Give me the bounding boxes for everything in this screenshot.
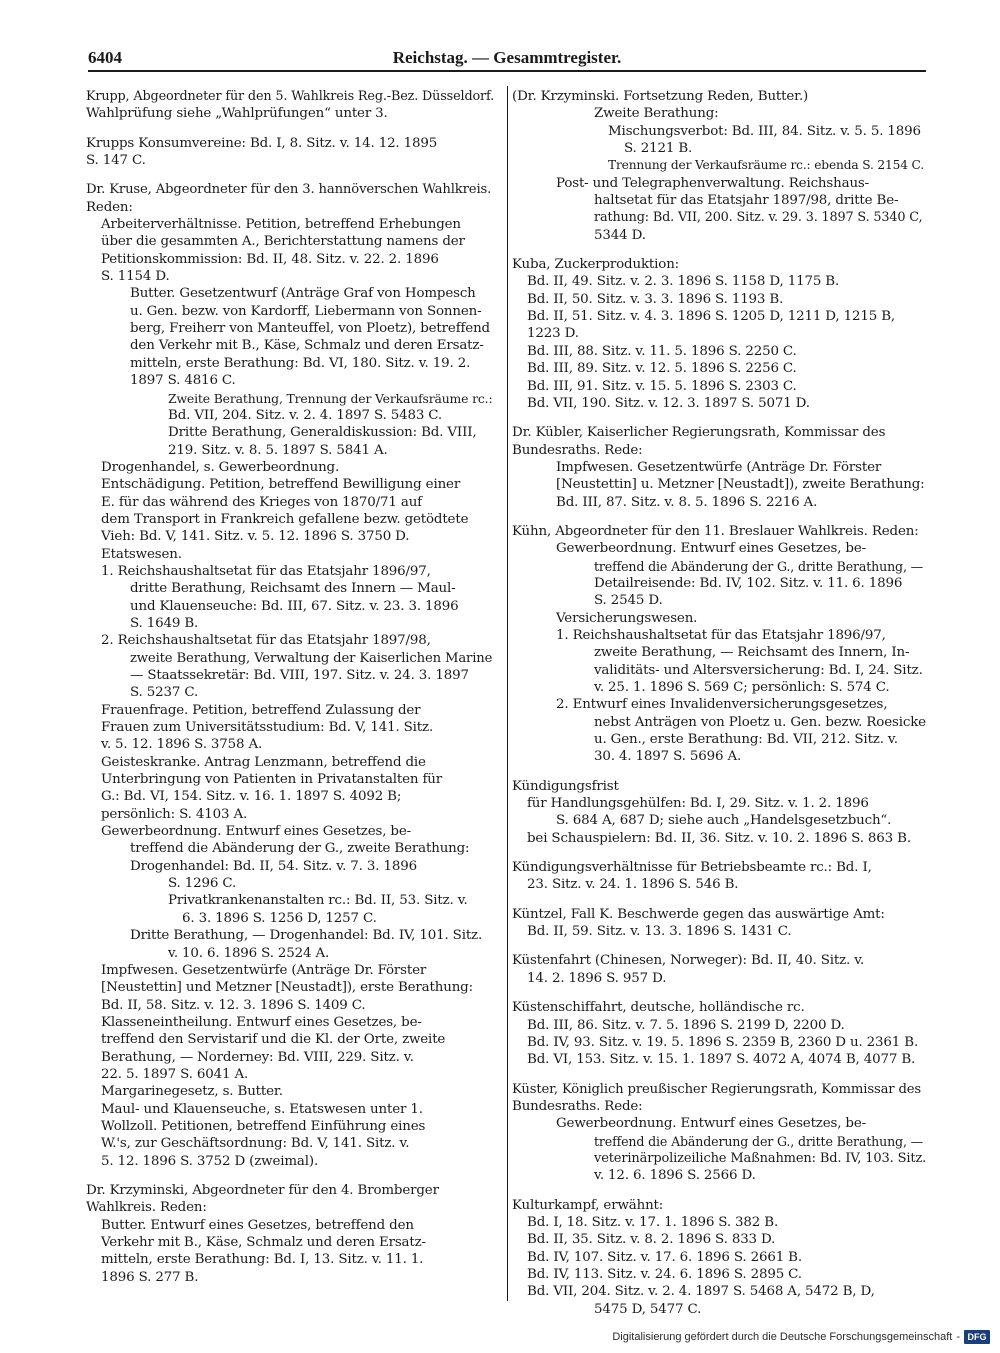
index-line: Bd. III, 87. Sitz. v. 8. 5. 1896 S. 2216 A.: [556, 494, 818, 510]
index-line: Kühn, Abgeordneter für den 11. Breslauer Wahlkreis. Reden:: [512, 523, 919, 539]
index-line: Dritte Berathung, Generaldiskussion: Bd. VIII,: [168, 425, 477, 441]
index-line: berg, Freiherr von Manteuffel, von Ploetz), betreffend: [130, 321, 490, 337]
index-line: persönlich: S. 4103 A.: [101, 806, 248, 822]
index-line: Privatkrankenanstalten rc.: Bd. II, 53. Sitz. v.: [168, 893, 468, 909]
index-line: Klasseneintheilung. Entwurf eines Gesetzes, be-: [101, 1014, 422, 1030]
index-line: Bd. II, 49. Sitz. v. 2. 3. 1896 S. 1158 D, 1175 B.: [527, 274, 840, 290]
index-line: Dritte Berathung, — Drogenhandel: Bd. IV, 101. Sitz.: [130, 928, 483, 944]
index-line: Dr. Krzyminski, Abgeordneter für den 4. Bromberger: [86, 1182, 439, 1198]
index-line: Kündigungsfrist: [512, 778, 619, 794]
index-line: treffend die Abänderung der G., dritte Berathung, —: [594, 558, 924, 574]
footer-text: Digitalisierung gefördert durch die Deutsche Forschungsgemeinschaft: [612, 1331, 953, 1343]
index-line: 23. Sitz. v. 24. 1. 1896 S. 546 B.: [527, 877, 739, 893]
index-line: Bd. I, 18. Sitz. v. 17. 1. 1896 S. 382 B.: [527, 1214, 779, 1230]
index-line: Bd. VII, 190. Sitz. v. 12. 3. 1897 S. 5071 D.: [527, 395, 810, 411]
index-line: Bd. III, 86. Sitz. v. 7. 5. 1896 S. 2199 D, 2200 D.: [527, 1017, 845, 1033]
index-line: Bd. IV, 107. Sitz. v. 17. 6. 1896 S. 2661 B.: [527, 1249, 802, 1265]
index-line: [Neustettin] und Metzner [Neustadt]), erste Berathung:: [101, 980, 473, 996]
index-line: S. 1154 D.: [101, 269, 170, 285]
index-line: Unterbringung von Patienten in Privatanstalten für: [101, 772, 443, 788]
index-line: 1897 S. 4816 C.: [130, 373, 236, 389]
index-line: 6. 3. 1896 S. 1256 D, 1257 C.: [182, 910, 377, 926]
page-number: 6404: [88, 48, 122, 67]
index-line: und Klauenseuche: Bd. III, 67. Sitz. v. 23. 3. 1896: [130, 598, 459, 614]
index-line: haltsetat für das Etatsjahr 1897/98, dritte Be-: [594, 193, 899, 209]
index-line: Kulturkampf, erwähnt:: [512, 1197, 664, 1213]
index-line: E. für das während des Krieges von 1870/71 auf: [101, 494, 422, 510]
index-line: v. 12. 6. 1896 S. 2566 D.: [594, 1168, 756, 1184]
index-line: Mischungsverbot: Bd. III, 84. Sitz. v. 5. 5. 1896: [608, 123, 921, 139]
index-line: treffend die Abänderung der G., dritte Berathung, —: [594, 1133, 924, 1149]
index-line: Gewerbeordnung. Entwurf eines Gesetzes, be-: [556, 541, 866, 557]
index-line: mitteln, erste Berathung: Bd. VI, 180. Sitz. v. 19. 2.: [130, 355, 471, 371]
index-line: 5344 D.: [594, 227, 646, 243]
index-line: Wollzoll. Petitionen, betreffend Einführung eines: [101, 1118, 426, 1134]
index-line: Versicherungswesen.: [556, 610, 698, 626]
index-line: v. 5. 12. 1896 S. 3758 A.: [101, 737, 263, 753]
index-line: veterinärpolizeiliche Maßnahmen: Bd. IV, 103. Sitz.: [594, 1150, 927, 1166]
index-line: Dr. Kübler, Kaiserlicher Regierungsrath, Kommissar des: [512, 425, 886, 441]
index-line: Etatswesen.: [101, 546, 182, 562]
index-line: — Staatssekretär: Bd. VIII, 197. Sitz. v. 24. 3. 1897: [130, 668, 469, 683]
index-line: dritte Berathung, Reichsamt des Innern — Maul-: [130, 581, 456, 597]
index-line: Drogenhandel, s. Gewerbeordnung.: [101, 459, 340, 475]
footer-separator: -: [956, 1331, 960, 1343]
index-line: 2. Reichshaushaltsetat für das Etatsjahr 1897/98,: [101, 633, 431, 649]
index-line: Bd. II, 59. Sitz. v. 13. 3. 1896 S. 1431 C.: [527, 924, 792, 940]
index-line: Küstenfahrt (Chinesen, Norweger): Bd. II, 40. Sitz. v.: [512, 953, 865, 969]
index-line: S. 684 A, 687 D; siehe auch „Handelsgesetzbuch“.: [556, 813, 892, 829]
index-line: Küstenschiffahrt, deutsche, holländische rc.: [512, 1000, 805, 1016]
index-line: Bd. IV, 113. Sitz. v. 24. 6. 1896 S. 2895 C.: [527, 1266, 802, 1282]
index-line: Frauenfrage. Petition, betreffend Zulassung der: [101, 702, 421, 718]
index-line: u. Gen. bezw. von Kardorff, Liebermann von Sonnen-: [130, 303, 482, 319]
column-divider: [507, 86, 508, 1301]
index-line: Bd. II, 35. Sitz. v. 8. 2. 1896 S. 833 D.: [527, 1232, 776, 1248]
index-line: Entschädigung. Petition, betreffend Bewilligung einer: [101, 477, 461, 493]
index-line: 1223 D.: [527, 326, 579, 342]
index-line: Bd. II, 58. Sitz. v. 12. 3. 1896 S. 1409 C.: [101, 997, 366, 1013]
index-line: Petitionskommission: Bd. II, 48. Sitz. v. 22. 2. 1896: [101, 251, 439, 267]
index-line: Bd. II, 50. Sitz. v. 3. 3. 1896 S. 1193 B.: [527, 291, 784, 307]
index-line: S. 1296 C.: [168, 876, 237, 892]
index-line: zweite Berathung, — Reichsamt des Innern, In-: [594, 645, 910, 661]
index-line: Dr. Kruse, Abgeordneter für den 3. hannöverschen Wahlkreis.: [86, 182, 492, 198]
index-line: zweite Berathung, Verwaltung der Kaiserlichen Marine: [130, 650, 493, 666]
index-line: Frauen zum Universitätsstudium: Bd. V, 141. Sitz.: [101, 720, 434, 736]
index-line: 5475 D, 5477 C.: [594, 1301, 702, 1317]
index-line: Küntzel, Fall K. Beschwerde gegen das auswärtige Amt:: [512, 906, 885, 922]
index-line: G.: Bd. VI, 154. Sitz. v. 16. 1. 1897 S. 4092 B;: [101, 789, 402, 805]
running-title: Reichstag. — Gesammtregister.: [392, 48, 622, 67]
index-line: Bundesraths. Rede:: [512, 442, 643, 458]
index-line: Bd. III, 88. Sitz. v. 11. 5. 1896 S. 2250 C.: [527, 343, 797, 359]
index-line: Verkehr mit B., Käse, Schmalz und deren Ersatz-: [101, 1235, 426, 1250]
index-line: S. 2545 D.: [594, 593, 663, 609]
index-line: Bd. II, 51. Sitz. v. 4. 3. 1896 S. 1205 D, 1211 D, 1215 B,: [527, 309, 896, 325]
index-line: Kuba, Zuckerproduktion:: [512, 257, 680, 273]
index-line: Bd. III, 89. Sitz. v. 12. 5. 1896 S. 2256 C.: [527, 361, 797, 377]
index-line: 14. 2. 1896 S. 957 D.: [527, 970, 667, 986]
index-line: 1896 S. 277 B.: [101, 1269, 199, 1285]
index-line: Arbeiterverhältnisse. Petition, betreffend Erhebungen: [101, 217, 461, 233]
index-line: Post- und Telegraphenverwaltung. Reichshaus-: [556, 175, 870, 191]
index-line: Berathung, — Norderney: Bd. VIII, 229. Sitz. v.: [101, 1049, 414, 1065]
index-line: Krupp, Abgeordneter für den 5. Wahlkreis Reg.-Bez. Düsseldorf.: [86, 89, 495, 104]
right-column: [512, 88, 926, 1318]
index-line: Bd. VII, 204. Sitz. v. 2. 4. 1897 S. 5468 A, 5472 B, D,: [527, 1284, 875, 1300]
index-line: Trennung der Verkaufsräume rc.: ebenda S. 2154 C.: [608, 158, 925, 173]
index-line: treffend die Abänderung der G., zweite Berathung:: [130, 841, 470, 857]
index-line: v. 10. 6. 1896 S. 2524 A.: [168, 945, 330, 961]
index-line: 5. 12. 1896 S. 3752 D (zweimal).: [101, 1153, 319, 1169]
index-line: Bd. VII, 204. Sitz. v. 2. 4. 1897 S. 5483 C.: [168, 407, 443, 423]
index-line: 2. Entwurf eines Invalidenversicherungsgesetzes,: [556, 697, 888, 713]
index-line: Zweite Berathung:: [594, 106, 719, 122]
dfg-logo: DFG: [964, 1330, 990, 1344]
index-line: Küster, Königlich preußischer Regierungsrath, Kommissar des: [512, 1081, 922, 1097]
index-line: Maul- und Klauenseuche, s. Etatswesen unter 1.: [101, 1101, 423, 1117]
index-line: Gewerbeordnung. Entwurf eines Gesetzes, be-: [101, 824, 411, 840]
index-line: 22. 5. 1897 S. 6041 A.: [101, 1066, 249, 1082]
index-line: Wahlkreis. Reden:: [86, 1200, 207, 1216]
index-line: W.'s, zur Geschäftsordnung: Bd. V, 141. Sitz. v.: [101, 1136, 410, 1152]
index-line: Zweite Berathung, Trennung der Verkaufsräume rc.:: [168, 390, 493, 406]
index-line: Impfwesen. Gesetzentwürfe (Anträge Dr. Förster: [101, 962, 427, 978]
index-line: (Dr. Krzyminski. Fortsetzung Reden, Butter.): [512, 89, 809, 104]
index-line: Wahlprüfung siehe „Wahlprüfungen“ unter 3.: [86, 106, 388, 122]
index-line: Detailreisende: Bd. IV, 102. Sitz. v. 11. 6. 1896: [594, 575, 903, 591]
index-line: S. 147 C.: [86, 153, 146, 169]
index-line: den Verkehr mit B., Käse, Schmalz und deren Ersatz-: [130, 338, 484, 354]
index-line: validitäts- und Altersversicherung: Bd. I, 24. Sitz.: [594, 662, 923, 678]
footer: [612, 1330, 990, 1344]
index-line: u. Gen., erste Berathung: Bd. VII, 212. Sitz. v.: [594, 732, 898, 748]
index-line: S. 1649 B.: [130, 615, 199, 631]
index-line: Bd. III, 91. Sitz. v. 15. 5. 1896 S. 2303 C.: [527, 378, 797, 394]
index-line: v. 25. 1. 1896 S. 569 C; persönlich: S. 574 C.: [594, 680, 890, 695]
index-line: bei Schauspielern: Bd. II, 36. Sitz. v. 10. 2. 1896 S. 863 B.: [527, 830, 911, 846]
index-line: Butter. Entwurf eines Gesetzes, betreffend den: [101, 1217, 414, 1233]
index-line: Bd. IV, 93. Sitz. v. 19. 5. 1896 S. 2359 B, 2360 D u. 2361 B.: [527, 1034, 919, 1050]
index-line: Bd. VI, 153. Sitz. v. 15. 1. 1897 S. 4072 A, 4074 B, 4077 B.: [527, 1052, 916, 1068]
index-line: Drogenhandel: Bd. II, 54. Sitz. v. 7. 3. 1896: [130, 858, 417, 874]
index-line: 30. 4. 1897 S. 5696 A.: [594, 749, 742, 765]
index-line: nebst Anträgen von Ploetz u. Gen. bezw. Roesicke: [594, 714, 926, 730]
index-line: über die gesammten A., Berichterstattung namens der: [101, 234, 465, 250]
index-line: 1. Reichshaushaltsetat für das Etatsjahr 1896/97,: [556, 627, 886, 643]
index-line: Vieh: Bd. V, 141. Sitz. v. 5. 12. 1896 S. 3750 D.: [101, 529, 410, 545]
index-line: Krupps Konsumvereine: Bd. I, 8. Sitz. v. 14. 12. 1895: [86, 135, 438, 151]
index-line: Geisteskranke. Antrag Lenzmann, betreffend die: [101, 754, 426, 770]
index-line: Kündigungsverhältnisse für Betriebsbeamte rc.: Bd. I,: [512, 860, 872, 876]
index-line: 219. Sitz. v. 8. 5. 1897 S. 5841 A.: [168, 442, 388, 458]
index-line: für Handlungsgehülfen: Bd. I, 29. Sitz. v. 1. 2. 1896: [527, 796, 869, 812]
index-line: dem Transport in Frankreich gefallene bezw. getödtete: [101, 511, 469, 527]
index-line: Impfwesen. Gesetzentwürfe (Anträge Dr. Förster: [556, 459, 882, 475]
index-line: Butter. Gesetzentwurf (Anträge Graf von Hompesch: [130, 286, 476, 302]
index-line: treffend den Servistarif und die Kl. der Orte, zweite: [101, 1032, 446, 1048]
index-line: mitteln, erste Berathung: Bd. I, 13. Sitz. v. 11. 1.: [101, 1252, 424, 1268]
index-line: S. 2121 B.: [624, 141, 693, 157]
page-header: [88, 46, 926, 72]
index-line: Gewerbeordnung. Entwurf eines Gesetzes, be-: [556, 1116, 866, 1132]
index-line: Bundesraths. Rede:: [512, 1098, 643, 1114]
index-line: Margarinegesetz, s. Butter.: [101, 1084, 283, 1100]
index-line: rathung: Bd. VII, 200. Sitz. v. 29. 3. 1897 S. 5340 C,: [594, 210, 923, 226]
index-line: Reden:: [86, 199, 133, 215]
index-line: [Neustettin] u. Metzner [Neustadt]), zweite Berathung:: [556, 477, 925, 493]
left-column: [86, 88, 496, 1286]
index-line: S. 5237 C.: [130, 685, 199, 701]
index-line: 1. Reichshaushaltsetat für das Etatsjahr 1896/97,: [101, 563, 431, 579]
